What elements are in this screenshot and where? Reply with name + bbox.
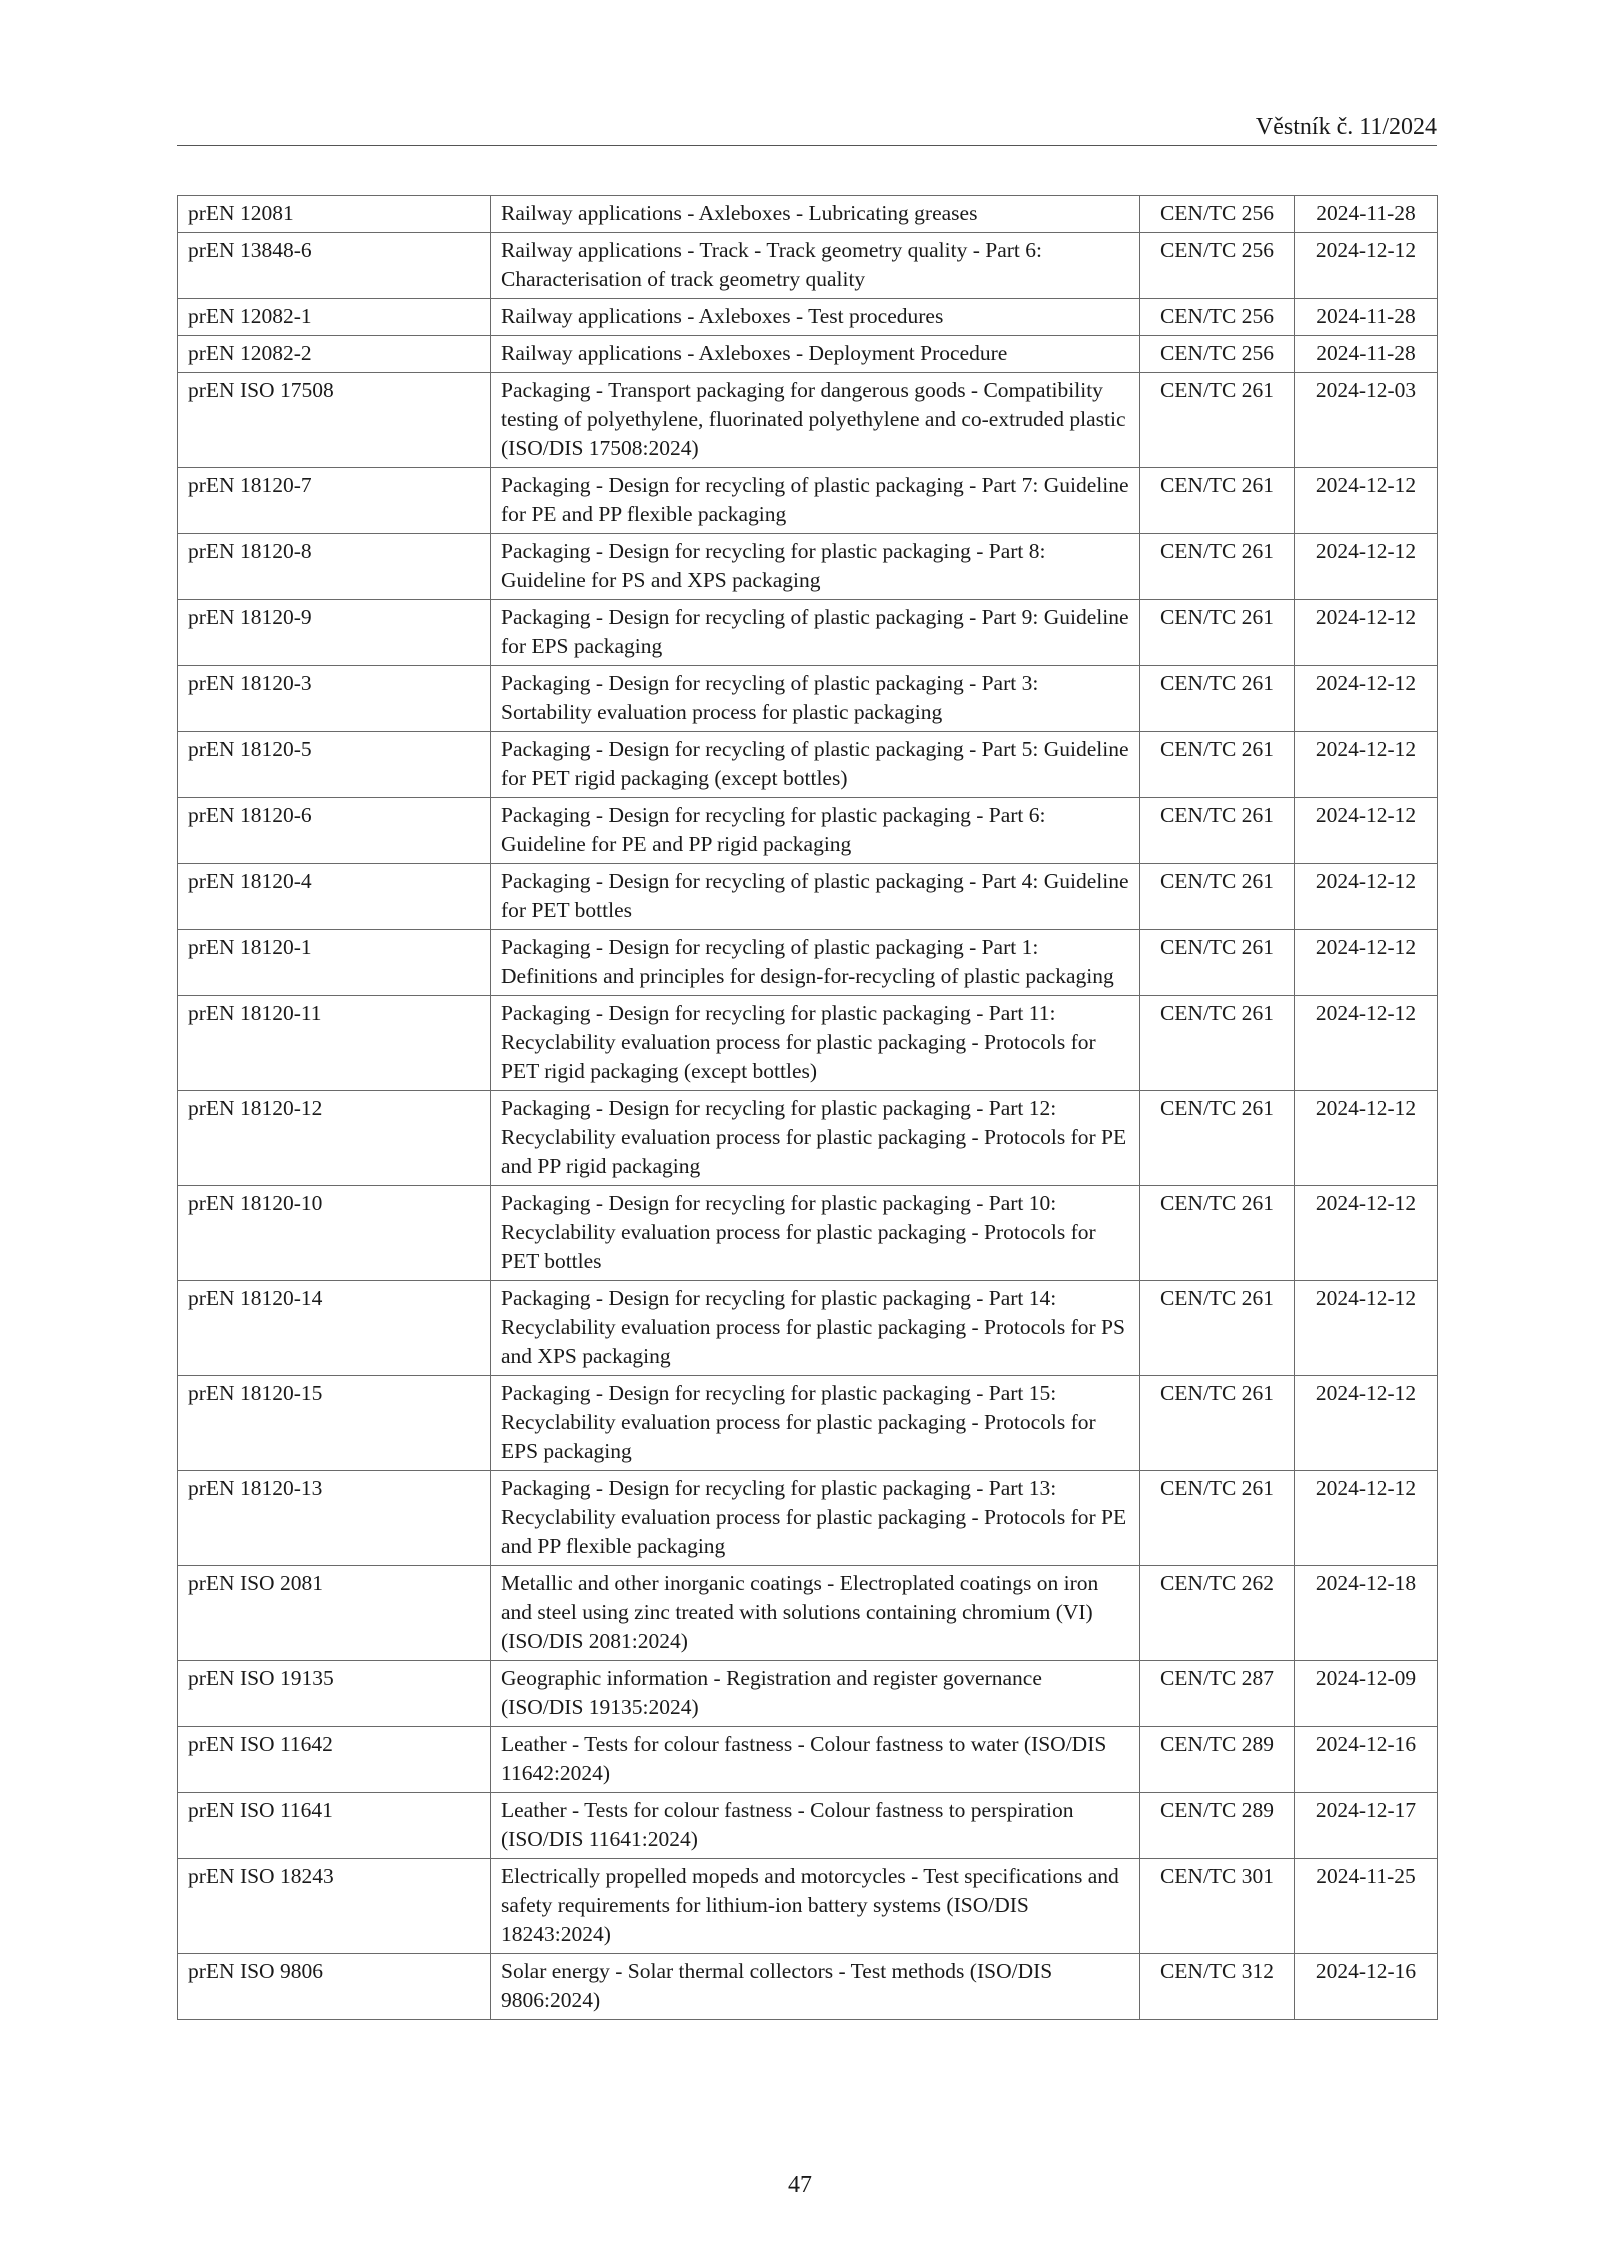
committee-cell: CEN/TC 261 (1140, 1376, 1295, 1471)
committee-cell: CEN/TC 261 (1140, 864, 1295, 930)
standard-code-cell: prEN 18120-12 (178, 1091, 491, 1186)
standard-title-cell: Leather - Tests for colour fastness - Colour fastness to perspiration (ISO/DIS 11641:2024) (491, 1793, 1140, 1859)
committee-cell: CEN/TC 261 (1140, 666, 1295, 732)
standard-title-cell: Railway applications - Axleboxes - Test procedures (491, 299, 1140, 336)
committee-cell: CEN/TC 261 (1140, 534, 1295, 600)
committee-cell: CEN/TC 261 (1140, 1281, 1295, 1376)
standard-title-cell: Packaging - Design for recycling of plastic packaging - Part 4: Guideline for PET bottles (491, 864, 1140, 930)
table-row (178, 196, 1438, 233)
deadline-date-cell: 2024-12-12 (1295, 864, 1438, 930)
standard-code-cell: prEN ISO 17508 (178, 373, 491, 468)
table-row (178, 798, 1438, 864)
deadline-date-cell: 2024-12-12 (1295, 233, 1438, 299)
table-row (178, 1793, 1438, 1859)
table-row (178, 600, 1438, 666)
standard-title-cell: Packaging - Design for recycling for plastic packaging - Part 10: Recyclability evaluation process for plastic packaging - Protocols for PET bottles (491, 1186, 1140, 1281)
table-row (178, 1471, 1438, 1566)
standard-code-cell: prEN 18120-3 (178, 666, 491, 732)
page-number: 47 (788, 2172, 812, 2198)
standard-code-cell: prEN 13848-6 (178, 233, 491, 299)
standard-code-cell: prEN ISO 11642 (178, 1727, 491, 1793)
standard-title-cell: Packaging - Design for recycling of plastic packaging - Part 1: Definitions and principles for design-for-recycling of plastic packaging (491, 930, 1140, 996)
standard-code-cell: prEN ISO 2081 (178, 1566, 491, 1661)
standard-title-cell: Leather - Tests for colour fastness - Colour fastness to water (ISO/DIS 11642:2024) (491, 1727, 1140, 1793)
deadline-date-cell: 2024-12-12 (1295, 468, 1438, 534)
table-row (178, 1091, 1438, 1186)
table-row (178, 1859, 1438, 1954)
standard-code-cell: prEN 18120-5 (178, 732, 491, 798)
standard-code-cell: prEN 18120-6 (178, 798, 491, 864)
table-row (178, 1727, 1438, 1793)
standard-title-cell: Packaging - Design for recycling for plastic packaging - Part 8: Guideline for PS and XPS packaging (491, 534, 1140, 600)
committee-cell: CEN/TC 262 (1140, 1566, 1295, 1661)
header-divider (177, 145, 1437, 146)
page-header: Věstník č. 11/2024 (1255, 114, 1437, 140)
committee-cell: CEN/TC 261 (1140, 373, 1295, 468)
deadline-date-cell: 2024-11-28 (1295, 299, 1438, 336)
deadline-date-cell: 2024-11-28 (1295, 336, 1438, 373)
standard-title-cell: Packaging - Design for recycling for plastic packaging - Part 6: Guideline for PE and PP rigid packaging (491, 798, 1140, 864)
deadline-date-cell: 2024-12-03 (1295, 373, 1438, 468)
standard-title-cell: Packaging - Design for recycling for plastic packaging - Part 11: Recyclability evaluation process for plastic packaging - Protocols for PET rigid packaging (except bottles) (491, 996, 1140, 1091)
standard-title-cell: Electrically propelled mopeds and motorcycles - Test specifications and safety requirements for lithium-ion battery systems (ISO/DIS 18243:2024) (491, 1859, 1140, 1954)
standard-code-cell: prEN 18120-8 (178, 534, 491, 600)
committee-cell: CEN/TC 301 (1140, 1859, 1295, 1954)
standard-title-cell: Solar energy - Solar thermal collectors - Test methods (ISO/DIS 9806:2024) (491, 1954, 1140, 2020)
standard-code-cell: prEN 18120-15 (178, 1376, 491, 1471)
standard-title-cell: Railway applications - Axleboxes - Lubricating greases (491, 196, 1140, 233)
standard-title-cell: Packaging - Design for recycling for plastic packaging - Part 13: Recyclability evaluation process for plastic packaging - Protocols for PE and PP flexible packaging (491, 1471, 1140, 1566)
table-row (178, 1376, 1438, 1471)
standard-title-cell: Packaging - Design for recycling of plastic packaging - Part 5: Guideline for PET rigid packaging (except bottles) (491, 732, 1140, 798)
deadline-date-cell: 2024-12-12 (1295, 996, 1438, 1091)
standard-title-cell: Packaging - Design for recycling of plastic packaging - Part 9: Guideline for EPS packaging (491, 600, 1140, 666)
standard-code-cell: prEN ISO 11641 (178, 1793, 491, 1859)
standard-title-cell: Geographic information - Registration and register governance (ISO/DIS 19135:2024) (491, 1661, 1140, 1727)
table-row (178, 996, 1438, 1091)
deadline-date-cell: 2024-12-12 (1295, 1186, 1438, 1281)
standard-title-cell: Packaging - Design for recycling of plastic packaging - Part 3: Sortability evaluation process for plastic packaging (491, 666, 1140, 732)
standard-title-cell: Packaging - Design for recycling of plastic packaging - Part 7: Guideline for PE and PP flexible packaging (491, 468, 1140, 534)
standard-code-cell: prEN 12081 (178, 196, 491, 233)
standard-title-cell: Packaging - Design for recycling for plastic packaging - Part 15: Recyclability evaluation process for plastic packaging - Protocols for EPS packaging (491, 1376, 1140, 1471)
table-row (178, 534, 1438, 600)
committee-cell: CEN/TC 256 (1140, 196, 1295, 233)
table-row (178, 299, 1438, 336)
deadline-date-cell: 2024-12-12 (1295, 534, 1438, 600)
committee-cell: CEN/TC 261 (1140, 732, 1295, 798)
standard-code-cell: prEN 18120-10 (178, 1186, 491, 1281)
standard-code-cell: prEN 18120-14 (178, 1281, 491, 1376)
standards-table-body (178, 196, 1438, 2020)
deadline-date-cell: 2024-12-16 (1295, 1727, 1438, 1793)
table-row (178, 1566, 1438, 1661)
committee-cell: CEN/TC 261 (1140, 1471, 1295, 1566)
table-row (178, 930, 1438, 996)
standards-table (177, 195, 1438, 2020)
deadline-date-cell: 2024-12-12 (1295, 1471, 1438, 1566)
table-row (178, 864, 1438, 930)
table-row (178, 1281, 1438, 1376)
committee-cell: CEN/TC 256 (1140, 336, 1295, 373)
deadline-date-cell: 2024-12-09 (1295, 1661, 1438, 1727)
standard-code-cell: prEN ISO 18243 (178, 1859, 491, 1954)
standard-title-cell: Packaging - Transport packaging for dangerous goods - Compatibility testing of polyethylene, fluorinated polyethylene and co-extruded plastic (ISO/DIS 17508:2024) (491, 373, 1140, 468)
committee-cell: CEN/TC 289 (1140, 1727, 1295, 1793)
committee-cell: CEN/TC 261 (1140, 996, 1295, 1091)
deadline-date-cell: 2024-12-12 (1295, 600, 1438, 666)
deadline-date-cell: 2024-12-17 (1295, 1793, 1438, 1859)
committee-cell: CEN/TC 261 (1140, 1091, 1295, 1186)
deadline-date-cell: 2024-12-16 (1295, 1954, 1438, 2020)
committee-cell: CEN/TC 261 (1140, 1186, 1295, 1281)
deadline-date-cell: 2024-12-12 (1295, 930, 1438, 996)
table-row (178, 1954, 1438, 2020)
committee-cell: CEN/TC 261 (1140, 600, 1295, 666)
standard-title-cell: Railway applications - Track - Track geometry quality - Part 6: Characterisation of track geometry quality (491, 233, 1140, 299)
committee-cell: CEN/TC 261 (1140, 798, 1295, 864)
table-row (178, 666, 1438, 732)
deadline-date-cell: 2024-12-12 (1295, 1281, 1438, 1376)
committee-cell: CEN/TC 261 (1140, 468, 1295, 534)
committee-cell: CEN/TC 256 (1140, 299, 1295, 336)
deadline-date-cell: 2024-12-12 (1295, 732, 1438, 798)
table-row (178, 233, 1438, 299)
standard-code-cell: prEN 12082-2 (178, 336, 491, 373)
standard-code-cell: prEN ISO 19135 (178, 1661, 491, 1727)
table-row (178, 1661, 1438, 1727)
standard-code-cell: prEN 18120-13 (178, 1471, 491, 1566)
deadline-date-cell: 2024-12-12 (1295, 1091, 1438, 1186)
table-row (178, 732, 1438, 798)
committee-cell: CEN/TC 256 (1140, 233, 1295, 299)
deadline-date-cell: 2024-12-12 (1295, 798, 1438, 864)
standard-code-cell: prEN 18120-11 (178, 996, 491, 1091)
standard-title-cell: Metallic and other inorganic coatings - Electroplated coatings on iron and steel using zinc treated with solutions containing chromium (VI) (ISO/DIS 2081:2024) (491, 1566, 1140, 1661)
standard-code-cell: prEN ISO 9806 (178, 1954, 491, 2020)
table-row (178, 373, 1438, 468)
standard-code-cell: prEN 18120-1 (178, 930, 491, 996)
standard-title-cell: Packaging - Design for recycling for plastic packaging - Part 12: Recyclability evaluation process for plastic packaging - Protocols for PE and PP rigid packaging (491, 1091, 1140, 1186)
standard-code-cell: prEN 18120-7 (178, 468, 491, 534)
standard-code-cell: prEN 18120-4 (178, 864, 491, 930)
deadline-date-cell: 2024-12-12 (1295, 1376, 1438, 1471)
standard-code-cell: prEN 18120-9 (178, 600, 491, 666)
committee-cell: CEN/TC 261 (1140, 930, 1295, 996)
committee-cell: CEN/TC 312 (1140, 1954, 1295, 2020)
standard-title-cell: Packaging - Design for recycling for plastic packaging - Part 14: Recyclability evaluation process for plastic packaging - Protocols for PS and XPS packaging (491, 1281, 1140, 1376)
table-row (178, 468, 1438, 534)
standard-title-cell: Railway applications - Axleboxes - Deployment Procedure (491, 336, 1140, 373)
standard-code-cell: prEN 12082-1 (178, 299, 491, 336)
table-row (178, 336, 1438, 373)
committee-cell: CEN/TC 289 (1140, 1793, 1295, 1859)
table-row (178, 1186, 1438, 1281)
deadline-date-cell: 2024-12-18 (1295, 1566, 1438, 1661)
deadline-date-cell: 2024-11-28 (1295, 196, 1438, 233)
deadline-date-cell: 2024-11-25 (1295, 1859, 1438, 1954)
committee-cell: CEN/TC 287 (1140, 1661, 1295, 1727)
deadline-date-cell: 2024-12-12 (1295, 666, 1438, 732)
